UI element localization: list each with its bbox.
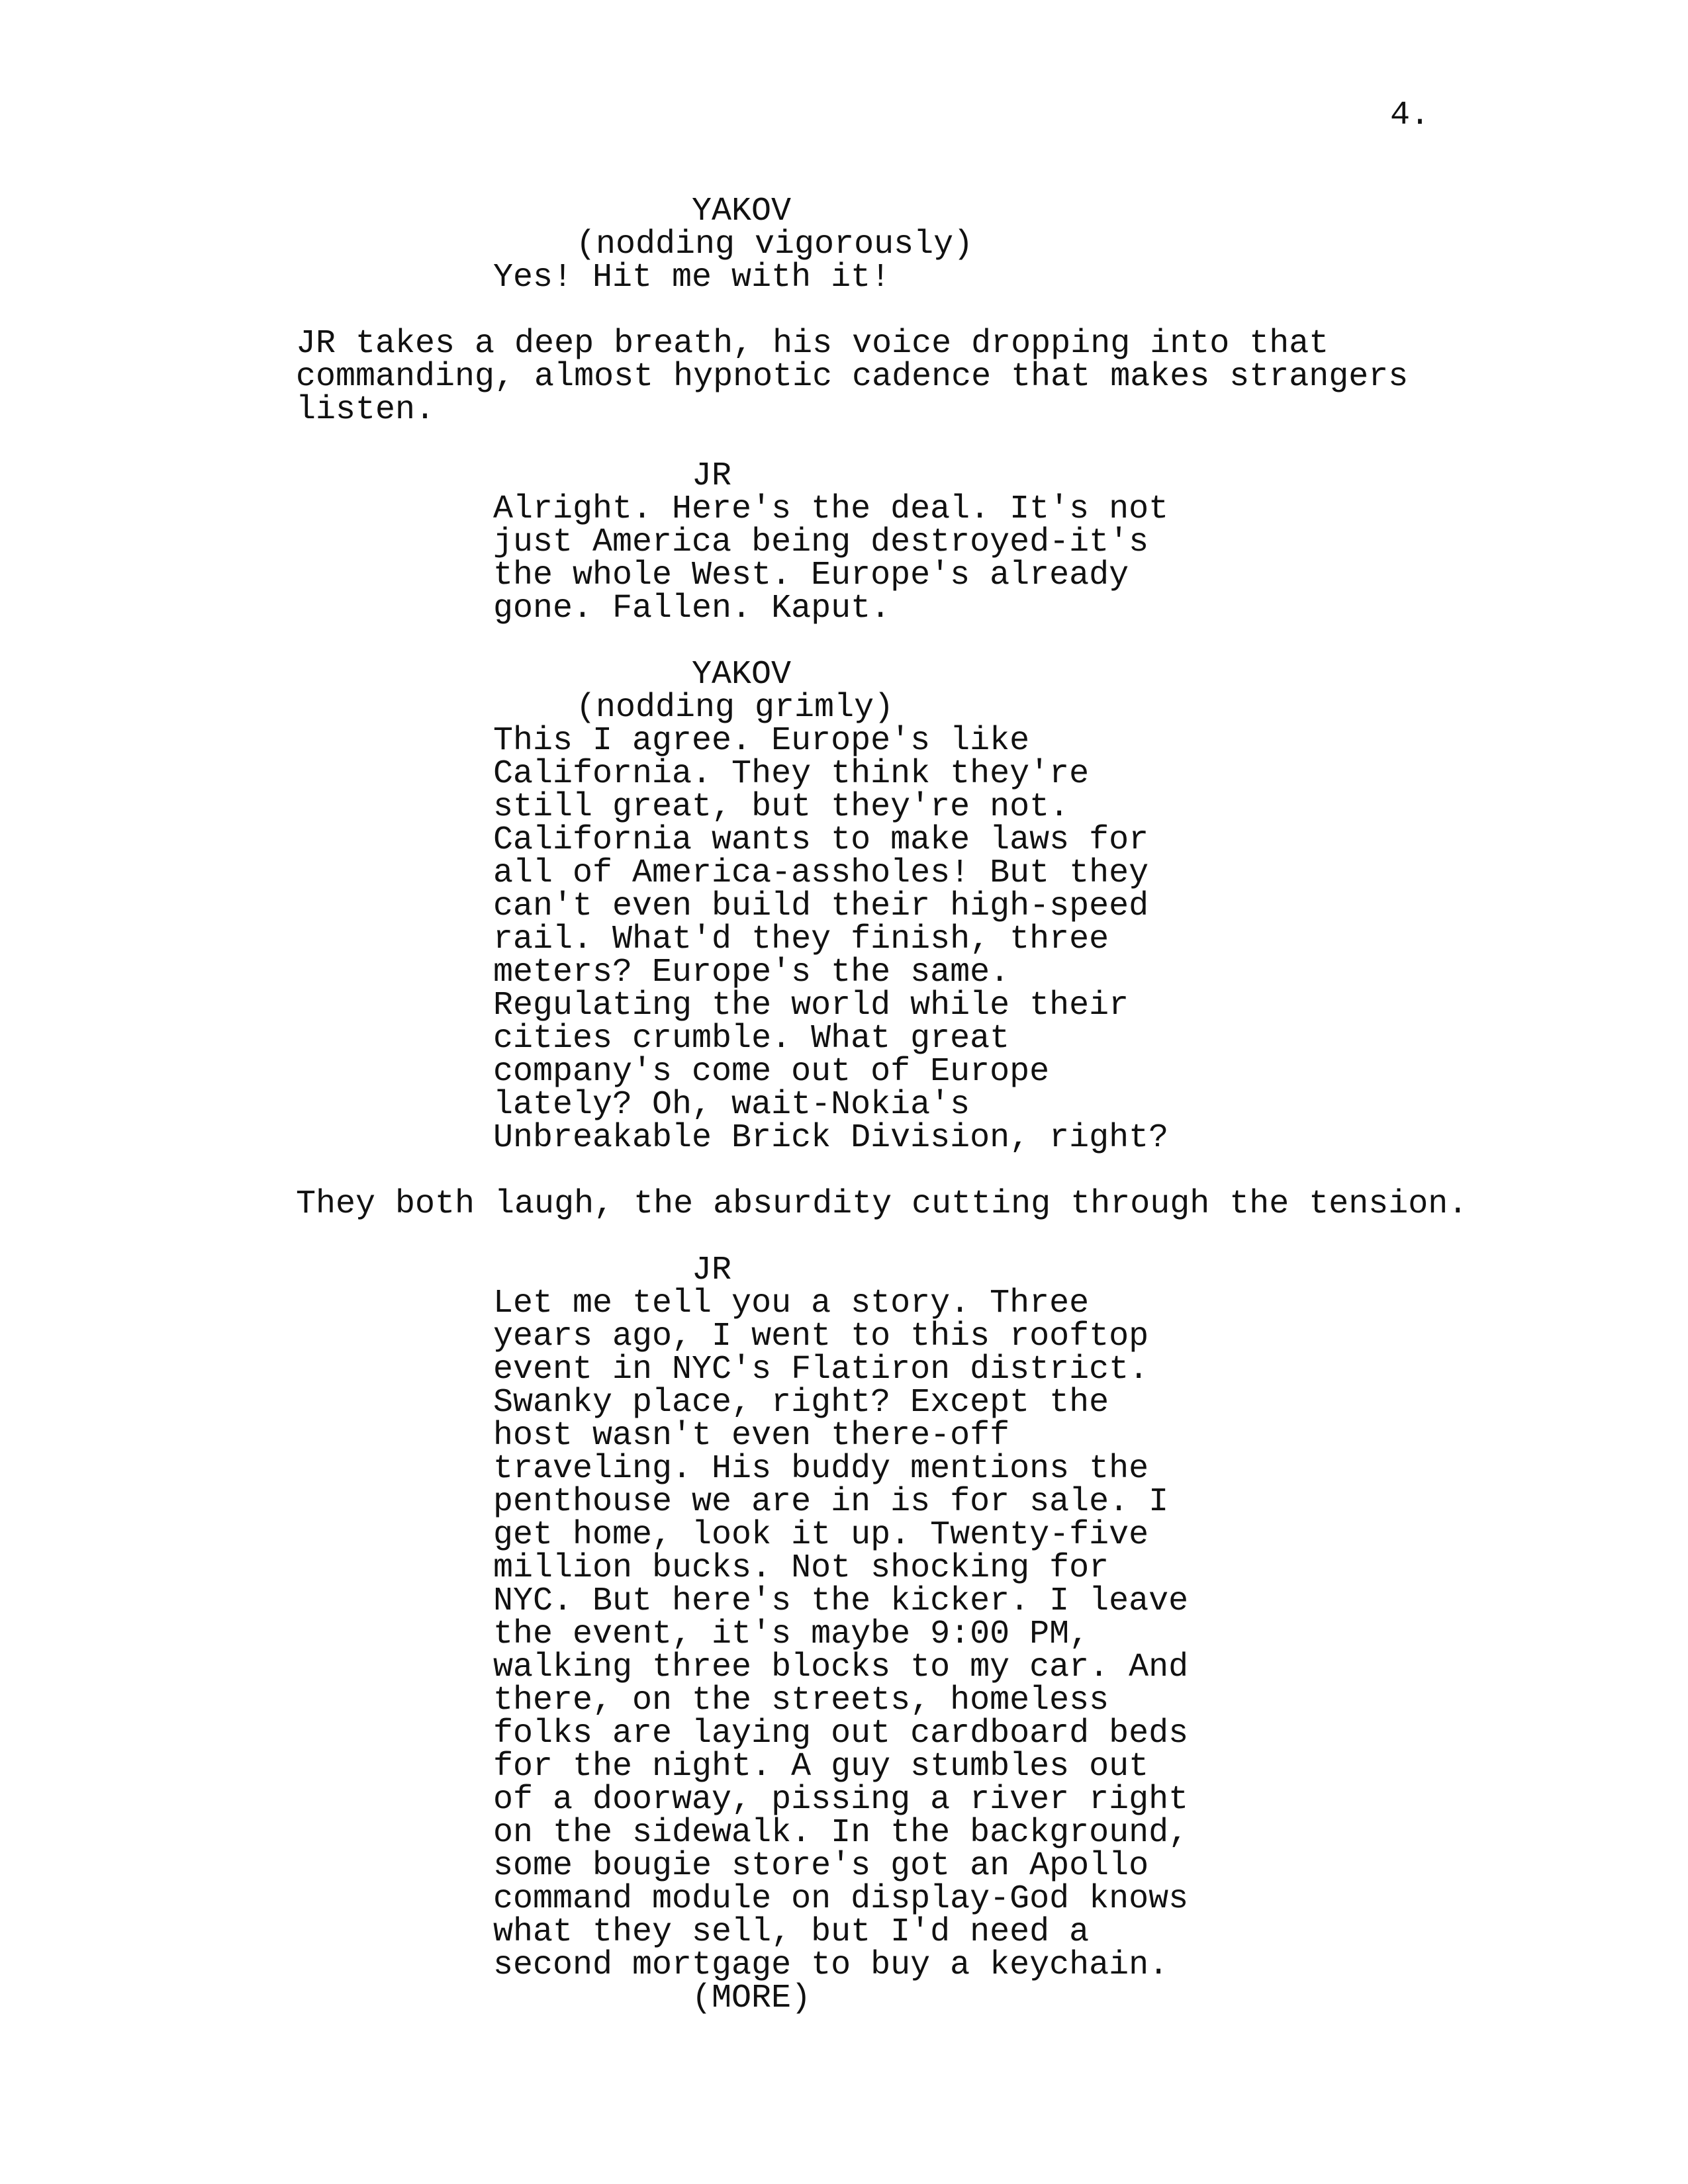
- dialogue-line: event in NYC's Flatiron district.: [493, 1351, 1149, 1388]
- dialogue-line: some bougie store's got an Apollo: [493, 1847, 1149, 1885]
- dialogue-line: command module on display-God knows: [493, 1880, 1189, 1918]
- dialogue-line: for the night. A guy stumbles out: [493, 1748, 1149, 1786]
- dialogue-line: Regulating the world while their: [493, 987, 1129, 1024]
- parenthetical: (nodding vigorously): [576, 226, 974, 263]
- dialogue-line: Yes! Hit me with it!: [493, 259, 891, 296]
- dialogue-line: California. They think they're: [493, 755, 1090, 793]
- dialogue-line: second mortgage to buy a keychain.: [493, 1946, 1169, 1984]
- dialogue-line: traveling. His buddy mentions the: [493, 1450, 1149, 1488]
- dialogue-line: what they sell, but I'd need a: [493, 1913, 1090, 1951]
- action-line: commanding, almost hypnotic cadence that makes strangers: [296, 358, 1409, 396]
- dialogue-line: of a doorway, pissing a river right: [493, 1781, 1189, 1819]
- dialogue-line: still great, but they're not.: [493, 788, 1070, 826]
- dialogue-block: [493, 261, 890, 295]
- dialogue-line: folks are laying out cardboard beds: [493, 1715, 1189, 1752]
- dialogue-line: Let me tell you a story. Three: [493, 1285, 1090, 1322]
- dialogue-line: walking three blocks to my car. And: [493, 1649, 1189, 1686]
- character-name-jr: JR: [692, 1251, 732, 1289]
- dialogue-line: Swanky place, right? Except the: [493, 1384, 1109, 1422]
- character-name-yakov: YAKOV: [692, 193, 792, 230]
- character-name-jr: JR: [692, 457, 732, 495]
- parenthetical: (nodding grimly): [576, 689, 894, 727]
- dialogue-line: This I agree. Europe's like: [493, 722, 1030, 760]
- dialogue-line: years ago, I went to this rooftop: [493, 1318, 1149, 1355]
- action-line: listen.: [296, 391, 436, 429]
- page-number: 4.: [1390, 97, 1430, 134]
- dialogue-line: rail. What'd they finish, three: [493, 921, 1109, 958]
- dialogue-line: the whole West. Europe's already: [493, 557, 1129, 594]
- dialogue-block: [493, 490, 1169, 627]
- dialogue-block: [493, 1287, 1188, 1982]
- dialogue-line: Alright. Here's the deal. It's not: [493, 490, 1169, 528]
- dialogue-line: on the sidewalk. In the background,: [493, 1814, 1189, 1852]
- dialogue-line: company's come out of Europe: [493, 1053, 1050, 1091]
- action-line: They both laugh, the absurdity cutting through the tension.: [296, 1185, 1468, 1223]
- action-line: JR takes a deep breath, his voice dropping into that: [296, 325, 1329, 363]
- dialogue-line: all of America-assholes! But they: [493, 854, 1149, 892]
- dialogue-line: cities crumble. What great: [493, 1020, 1010, 1058]
- dialogue-block: [493, 722, 1169, 1157]
- dialogue-line: gone. Fallen. Kaput.: [493, 590, 891, 627]
- more-continuation: (MORE): [692, 1979, 812, 2017]
- character-name-yakov: YAKOV: [692, 656, 792, 694]
- dialogue-line: California wants to make laws for: [493, 821, 1149, 859]
- action-block: [296, 1185, 1468, 1223]
- dialogue-line: can't even build their high-speed: [493, 887, 1149, 925]
- dialogue-line: just America being destroyed-it's: [493, 523, 1149, 561]
- dialogue-line: host wasn't even there-off: [493, 1417, 1010, 1455]
- dialogue-line: Unbreakable Brick Division, right?: [493, 1119, 1169, 1157]
- dialogue-line: penthouse we are in is for sale. I: [493, 1483, 1169, 1521]
- dialogue-line: million bucks. Not shocking for: [493, 1549, 1109, 1587]
- dialogue-line: lately? Oh, wait-Nokia's: [493, 1086, 970, 1124]
- dialogue-line: the event, it's maybe 9:00 PM,: [493, 1615, 1090, 1653]
- dialogue-line: meters? Europe's the same.: [493, 954, 1010, 991]
- action-block: [296, 325, 1409, 429]
- dialogue-line: NYC. But here's the kicker. I leave: [493, 1582, 1189, 1620]
- dialogue-line: there, on the streets, homeless: [493, 1682, 1109, 1719]
- dialogue-line: get home, look it up. Twenty-five: [493, 1516, 1149, 1554]
